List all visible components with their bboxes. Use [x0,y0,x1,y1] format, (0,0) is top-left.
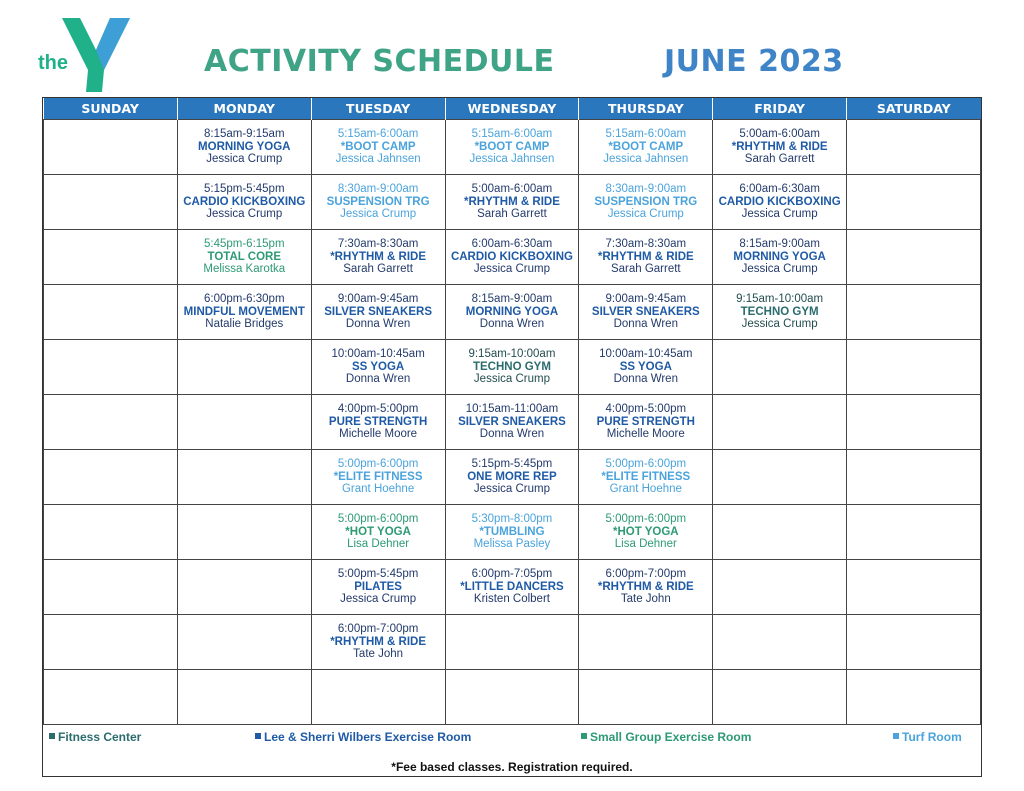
class-instructor: Kristen Colbert [473,593,550,605]
schedule-cell [311,670,445,725]
schedule-cell [445,395,579,450]
class-name: *RHYTHM & RIDE [597,580,694,593]
class-time: 9:15am-10:00am [736,293,824,305]
schedule-cell [177,340,311,395]
class-entry [446,285,579,331]
class-entry [312,450,445,496]
class-instructor: Melissa Karotka [203,263,286,275]
class-time: 10:00am-10:45am [599,348,693,360]
fee-footnote: *Fee based classes. Registration required. [391,760,633,774]
schedule-row [44,285,981,340]
schedule-cell [713,120,847,175]
class-entry [178,230,311,276]
class-entry [579,560,712,606]
class-time: 5:15am-6:00am [605,128,687,140]
class-name: *ELITE FITNESS [601,470,691,483]
class-name: *HOT YOGA [612,525,679,538]
day-header-tuesday: TUESDAY [311,98,445,120]
class-instructor: Jessica Crump [473,373,550,385]
schedule-row [44,120,981,175]
schedule-cell [445,505,579,560]
schedule-cell [579,560,713,615]
class-name: *RHYTHM & RIDE [597,250,694,263]
class-entry [446,450,579,496]
schedule-cell [445,670,579,725]
class-name: *RHYTHM & RIDE [330,250,427,263]
schedule-row [44,450,981,505]
schedule-row [44,615,981,670]
schedule-cell [44,560,178,615]
class-name: SILVER SNEAKERS [324,305,432,318]
class-instructor: Donna Wren [345,318,411,330]
schedule-cell [847,395,981,450]
class-instructor: Jessica Crump [741,263,818,275]
class-entry [579,340,712,386]
schedule-cell [311,615,445,670]
class-name: MORNING YOGA [465,305,559,318]
class-entry [713,120,846,166]
class-name: SILVER SNEAKERS [458,415,566,428]
day-header-monday: MONDAY [177,98,311,120]
schedule-cell [44,615,178,670]
schedule-cell [445,285,579,340]
schedule-row [44,560,981,615]
class-entry [579,120,712,166]
class-name: *ELITE FITNESS [333,470,423,483]
legend-label: Fitness Center [58,730,142,744]
schedule-cell [44,340,178,395]
class-name: ONE MORE REP [467,470,557,483]
schedule-cell [311,340,445,395]
class-entry [312,230,445,276]
schedule-cell [713,505,847,560]
schedule-cell [177,120,311,175]
legend-lee-room [255,730,471,744]
schedule-cell [311,230,445,285]
class-time: 6:00am-6:30am [739,183,820,195]
class-name: CARDIO KICKBOXING [450,250,573,263]
schedule-row [44,175,981,230]
schedule-cell [44,505,178,560]
class-time: 5:00pm-6:00pm [605,513,687,525]
schedule-row [44,505,981,560]
schedule-cell [847,670,981,725]
schedule-cell [847,175,981,230]
legend-fitness-center [49,730,141,744]
schedule-cell [847,560,981,615]
schedule-cell [44,395,178,450]
class-time: 8:15am-9:00am [739,238,820,250]
class-time: 10:15am-11:00am [465,403,559,415]
class-entry [178,175,311,221]
schedule-cell [44,285,178,340]
room-legend [43,726,981,746]
class-entry [579,285,712,331]
class-entry [312,615,445,661]
legend-turf-room [893,730,962,744]
class-entry [579,395,712,441]
class-name: *BOOT CAMP [474,140,550,153]
ymca-logo [30,14,140,94]
class-instructor: Jessica Crump [473,483,550,495]
class-time: 8:30am-9:00am [605,183,687,195]
class-time: 7:30am-8:30am [337,238,419,250]
schedule-cell [579,285,713,340]
schedule-cell [311,175,445,230]
schedule-cell [579,175,713,230]
schedule-cell [579,395,713,450]
class-entry [312,395,445,441]
class-time: 5:00pm-5:45pm [337,568,419,580]
class-instructor: Donna Wren [613,318,678,330]
legend-label: Lee & Sherri Wilbers Exercise Room [264,730,472,744]
class-entry [446,175,579,221]
class-entry [579,230,712,276]
schedule-table [43,98,981,725]
class-name: SILVER SNEAKERS [591,305,700,318]
schedule-cell [847,505,981,560]
class-time: 8:15am-9:15am [203,128,285,140]
class-instructor: Jessica Crump [741,318,818,330]
schedule-cell [579,670,713,725]
schedule-cell [713,395,847,450]
schedule-cell [445,615,579,670]
class-instructor: Sarah Garrett [477,208,547,220]
schedule-cell [579,450,713,505]
day-header-friday: FRIDAY [713,98,847,120]
schedule-cell [713,230,847,285]
logo-the-text: the [38,52,68,74]
class-instructor: Michelle Moore [606,428,685,440]
class-entry [446,560,579,606]
legend-small-group-room [581,730,751,744]
schedule-cell [177,615,311,670]
class-name: SS YOGA [352,360,405,373]
class-time: 9:15am-10:00am [468,348,556,360]
class-instructor: Sarah Garrett [610,263,681,275]
class-instructor: Jessica Crump [607,208,684,220]
class-instructor: Tate John [620,593,671,605]
schedule-cell [311,120,445,175]
schedule-cell [713,175,847,230]
class-entry [446,395,579,441]
day-header-saturday: SATURDAY [847,98,981,120]
class-name: *RHYTHM & RIDE [330,635,427,648]
class-instructor: Lisa Dehner [347,538,410,550]
legend-swatch [581,733,587,739]
legend-label: Small Group Exercise Room [590,730,752,744]
class-instructor: Jessica Crump [340,208,417,220]
class-name: *RHYTHM & RIDE [464,195,560,208]
schedule-cell [579,230,713,285]
class-name: *BOOT CAMP [608,140,684,153]
schedule-row [44,230,981,285]
class-name: MORNING YOGA [733,250,826,263]
schedule-month: JUNE 2023 [664,44,844,79]
class-time: 5:15am-6:00am [337,128,419,140]
schedule-cell [311,285,445,340]
class-instructor: Tate John [353,648,404,660]
schedule-cell [177,285,311,340]
class-entry [713,175,846,221]
schedule-cell [847,230,981,285]
class-instructor: Grant Hoehne [609,483,682,495]
schedule-cell [311,450,445,505]
class-instructor: Donna Wren [479,428,545,440]
schedule-cell [847,120,981,175]
class-instructor: Jessica Jahnsen [335,153,421,165]
class-instructor: Jessica Crump [340,593,417,605]
class-time: 7:30am-8:30am [605,238,687,250]
y-logo-icon [30,14,140,94]
class-instructor: Jessica Crump [741,208,818,220]
schedule-cell [445,120,579,175]
class-instructor: Donna Wren [345,373,411,385]
schedule-cell [311,395,445,450]
schedule-row [44,395,981,450]
class-name: CARDIO KICKBOXING [718,195,841,208]
schedule-cell [44,175,178,230]
schedule-cell [847,340,981,395]
class-name: TOTAL CORE [207,250,281,263]
class-entry [312,285,445,331]
class-time: 5:30pm-8:00pm [471,513,553,525]
class-instructor: Jessica Jahnsen [603,153,689,165]
schedule-cell [445,340,579,395]
class-instructor: Sarah Garrett [744,153,815,165]
class-time: 8:15am-9:00am [471,293,553,305]
class-instructor: Grant Hoehne [341,483,415,495]
schedule-cell [445,175,579,230]
schedule-cell [713,560,847,615]
schedule-cell [713,285,847,340]
class-name: MINDFUL MOVEMENT [183,305,305,318]
class-time: 5:00am-6:00am [739,128,820,140]
class-time: 6:00pm-7:05pm [471,568,553,580]
class-time: 5:45pm-6:15pm [203,238,285,250]
class-entry [312,120,445,166]
class-entry [446,230,579,276]
schedule-cell [177,505,311,560]
class-time: 5:15pm-5:45pm [203,183,285,195]
class-time: 5:00am-6:00am [471,183,553,195]
schedule-cell [445,450,579,505]
schedule-cell [44,670,178,725]
schedule-cell [579,120,713,175]
class-time: 4:00pm-5:00pm [337,403,419,415]
class-entry [178,285,311,331]
class-entry [579,505,712,551]
class-time: 5:15pm-5:45pm [471,458,553,470]
class-time: 5:15am-6:00am [471,128,553,140]
class-instructor: Michelle Moore [339,428,418,440]
class-name: PURE STRENGTH [328,415,428,428]
schedule-cell [311,560,445,615]
class-entry [312,340,445,386]
schedule-cell [579,340,713,395]
schedule-row [44,340,981,395]
schedule-cell [847,285,981,340]
class-entry [579,450,712,496]
class-entry [446,340,579,386]
class-name: SUSPENSION TRG [594,195,698,208]
class-name: *TUMBLING [479,525,545,538]
class-name: SUSPENSION TRG [326,195,430,208]
class-instructor: Donna Wren [613,373,678,385]
schedule-cell [44,120,178,175]
schedule-cell [847,615,981,670]
schedule-cell [713,670,847,725]
class-time: 9:00am-9:45am [605,293,687,305]
class-instructor: Natalie Bridges [205,318,284,330]
legend-swatch [49,733,55,739]
class-instructor: Jessica Crump [206,153,283,165]
class-time: 10:00am-10:45am [331,348,425,360]
class-entry [579,175,712,221]
schedule-cell [44,230,178,285]
class-time: 5:00pm-6:00pm [605,458,687,470]
class-name: PURE STRENGTH [596,415,695,428]
class-instructor: Melissa Pasley [473,538,551,550]
schedule-cell [177,230,311,285]
class-time: 4:00pm-5:00pm [605,403,687,415]
class-entry [312,505,445,551]
day-header-wednesday: WEDNESDAY [445,98,579,120]
day-header-thursday: THURSDAY [579,98,713,120]
class-time: 6:00pm-7:00pm [337,623,419,635]
class-name: MORNING YOGA [198,140,291,153]
day-header-sunday: SUNDAY [44,98,178,120]
class-name: TECHNO GYM [472,360,551,373]
class-name: *HOT YOGA [345,525,411,538]
class-entry [446,505,579,551]
class-name: *LITTLE DANCERS [460,580,564,593]
schedule-cell [713,340,847,395]
schedule-cell [177,175,311,230]
class-name: *RHYTHM & RIDE [731,140,828,153]
schedule-cell [713,450,847,505]
class-time: 5:00pm-6:00pm [337,458,419,470]
class-instructor: Lisa Dehner [614,538,677,550]
schedule-cell [579,615,713,670]
class-time: 6:00am-6:30am [471,238,553,250]
schedule-cell [311,505,445,560]
schedule-cell [713,615,847,670]
schedule-cell [579,505,713,560]
class-instructor: Jessica Crump [206,208,283,220]
class-time: 6:00pm-6:30pm [203,293,285,305]
legend-swatch [255,733,261,739]
schedule-grid [42,97,982,777]
class-time: 8:30am-9:00am [337,183,419,195]
class-instructor: Sarah Garrett [343,263,413,275]
page-title: ACTIVITY SCHEDULE [204,44,555,79]
schedule-cell [847,450,981,505]
class-entry [312,560,445,606]
schedule-cell [177,670,311,725]
schedule-cell [445,230,579,285]
class-entry [178,120,311,166]
class-name: *BOOT CAMP [340,140,416,153]
schedule-cell [44,450,178,505]
schedule-cell [177,395,311,450]
class-entry [713,230,846,276]
legend-swatch [893,733,899,739]
class-name: PILATES [354,580,402,593]
class-name: SS YOGA [619,360,672,373]
class-name: CARDIO KICKBOXING [183,195,306,208]
class-instructor: Jessica Jahnsen [469,153,555,165]
class-instructor: Donna Wren [479,318,545,330]
schedule-row [44,670,981,725]
schedule-cell [445,560,579,615]
class-entry [446,120,579,166]
schedule-cell [177,450,311,505]
class-instructor: Jessica Crump [473,263,550,275]
class-name: TECHNO GYM [740,305,819,318]
class-entry [312,175,445,221]
legend-label: Turf Room [902,730,962,744]
schedule-cell [177,560,311,615]
class-time: 5:00pm-6:00pm [337,513,419,525]
class-time: 9:00am-9:45am [337,293,419,305]
class-time: 6:00pm-7:00pm [605,568,687,580]
class-entry [713,285,846,331]
